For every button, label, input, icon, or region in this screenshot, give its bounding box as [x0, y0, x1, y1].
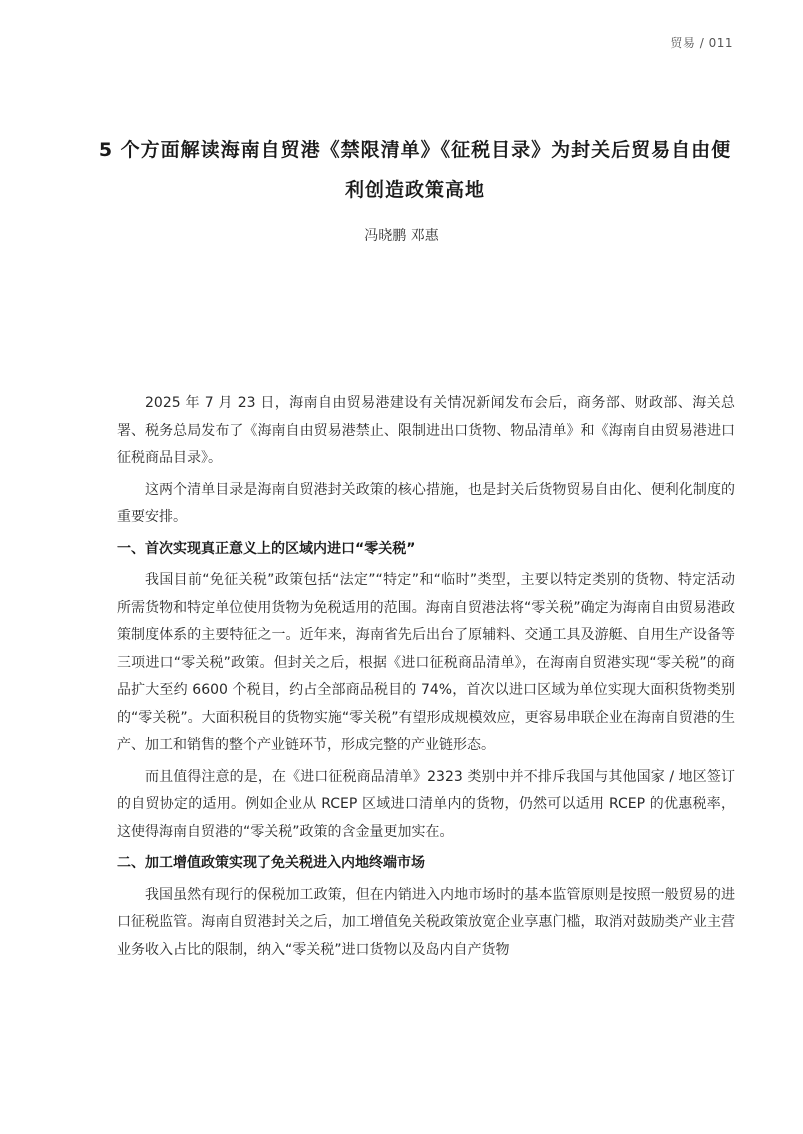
page-header-section: 贸易 / 011 [670, 36, 733, 50]
article-authors: 冯晓鹏 邓惠 [364, 228, 439, 244]
section-heading-2: 二、加工增值政策实现了免关税进入内地终端市场 [117, 855, 425, 871]
paragraph-5: 我国虽然有现行的保税加工政策，但在内销进入内地市场时的基本监管原则是按照一般贸易的进口征税监管。海南自贸港封关之后，加工增值免关税政策放宽企业享惠门槛，取消对鼓励类产业主营业务收入占比的限制，纳入“零关税”进口货物以及岛内自产货物 [117, 886, 735, 958]
paragraph-2: 这两个清单目录是海南自贸港封关政策的核心措施，也是封关后货物贸易自由化、便利化制度的重要安排。 [117, 481, 735, 525]
paragraph-3: 我国目前“免征关税”政策包括“法定”“特定”和“临时”类型，主要以特定类别的货物、特定活动所需货物和特定单位使用货物为免税适用的范围。海南自贸港法将“零关税”确定为海南自由贸易港政策制度体系的主要特征之一。近年来，海南省先后出台了原辅料、交通工具及游艇、自用生产设备等三项进口“零关税”政策。但封关之后，根据《进口征税商品清单》，在海南自贸港实现“零关税”的商品扩大至约 6600 个税目，约占全部商品税目的 74%，首次以进口区域为单位实现大面积货物类别的“零关税”。大面积税目的货物实施“零关税”有望形成规模效应，更容易串联企业在海南自贸港的生产、加工和销售的整个产业链环节，形成完整的产业链形态。 [117, 572, 735, 753]
paragraph-1: 2025 年 7 月 23 日，海南自由贸易港建设有关情况新闻发布会后，商务部、财政部、海关总署、税务总局发布了《海南自由贸易港禁止、限制进出口货物、物品清单》和《海南自由贸易港进口征税商品目录》。 [117, 395, 735, 466]
paragraph-4: 而且值得注意的是，在《进口征税商品清单》2323 类别中并不排斥我国与其他国家 / 地区签订的自贸协定的适用。例如企业从 RCEP 区域进口清单内的货物，仍然可以适用 RCEP 的优惠税率，这使得海南自贸港的“零关税”政策的含金量更加实在。 [117, 768, 735, 840]
article-title: 5 个方面解读海南自贸港《禁限清单》《征税目录》为封关后贸易自由便利创造政策高地 [98, 139, 732, 201]
section-heading-1: 一、首次实现真正意义上的区域内进口“零关税” [117, 540, 416, 557]
article-body [117, 390, 735, 968]
